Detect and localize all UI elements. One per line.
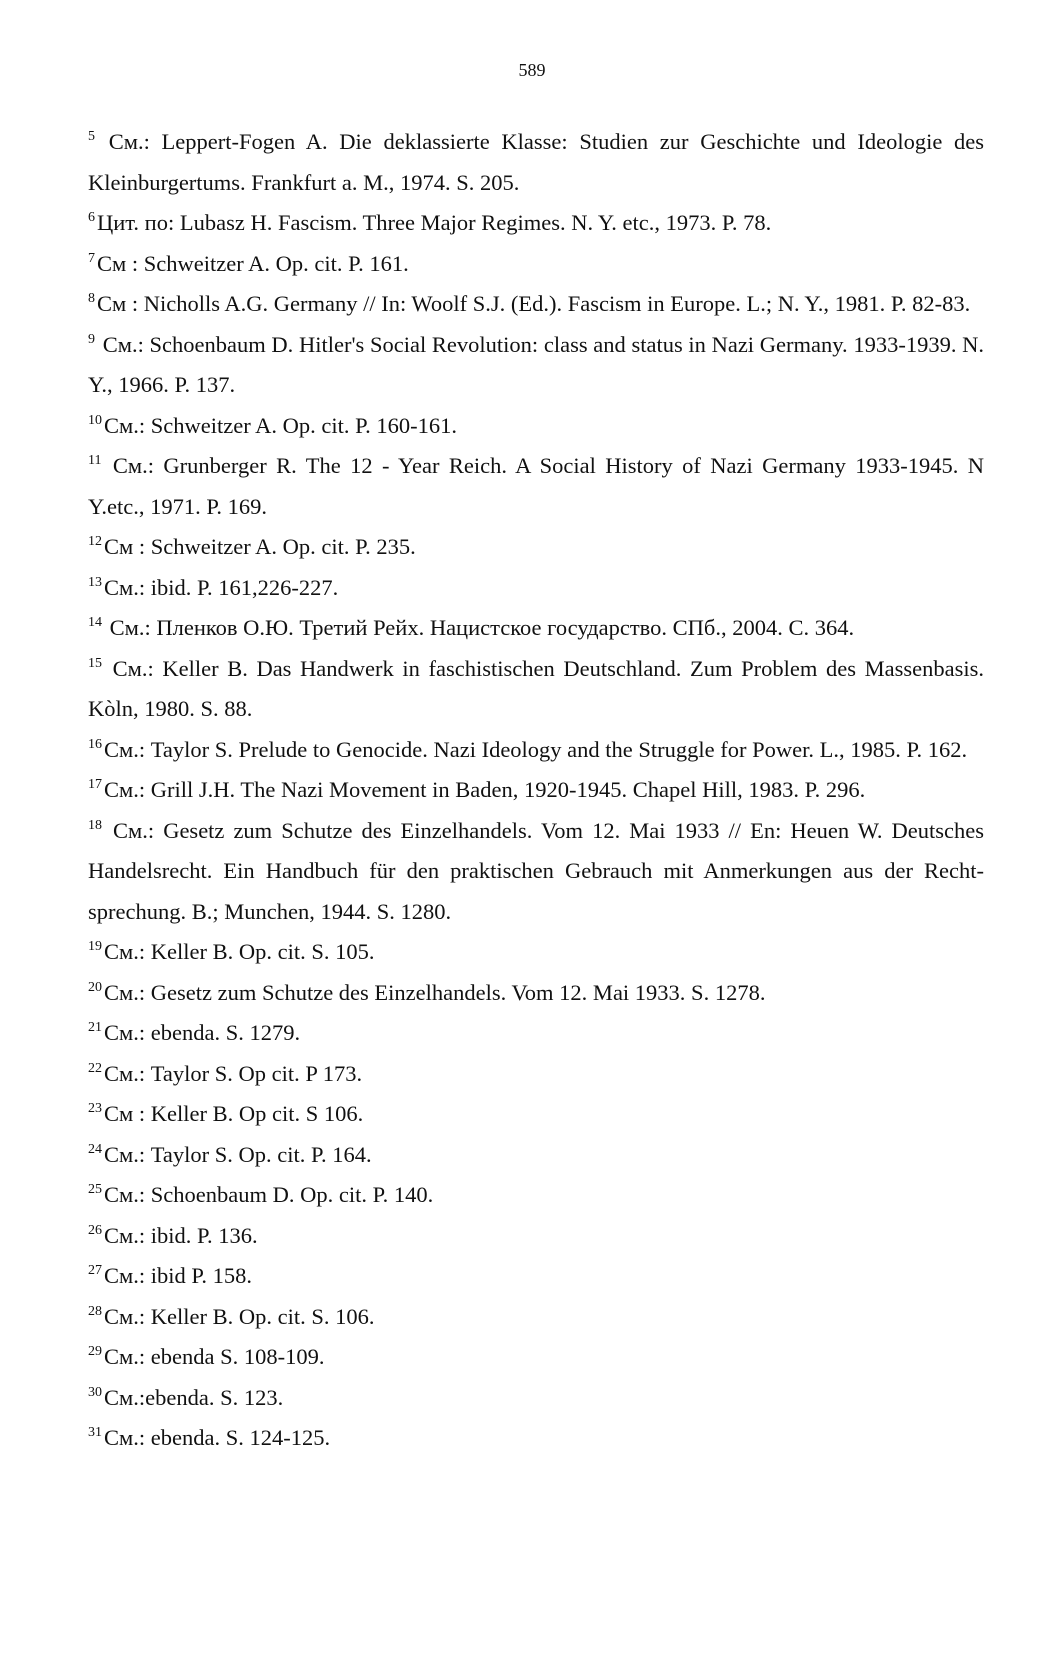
footnote-number: 11 (88, 453, 102, 468)
footnote-28 (88, 1297, 984, 1338)
footnote-text: См.: Taylor S. Op cit. P 173. (104, 1060, 363, 1086)
footnote-21 (88, 1013, 984, 1054)
footnote-text: См.: Taylor S. Op. cit. P. 164. (104, 1141, 372, 1167)
footnote-number: 12 (88, 534, 102, 549)
footnote-number: 20 (88, 979, 102, 995)
footnote-17 (88, 770, 984, 811)
footnote-text: См.: ebenda S. 108-109. (104, 1344, 325, 1369)
footnote-23 (88, 1094, 984, 1135)
footnote-number: 22 (88, 1060, 102, 1076)
footnote-number: 5 (88, 129, 95, 144)
footnote-text: См.: Taylor S. Prelude to Genocide. Nazi Ideology and the Struggle for Power. L., 1985. P. 162. (104, 736, 968, 762)
footnote-9 (88, 325, 984, 406)
footnote-number: 30 (88, 1384, 102, 1400)
footnote-text: См.: Schoenbaum D. Op. cit. P. 140. (104, 1182, 434, 1207)
footnote-25 (88, 1175, 984, 1216)
footnote-number: 26 (88, 1222, 102, 1238)
footnote-14 (88, 608, 984, 649)
footnote-number: 27 (88, 1263, 102, 1278)
footnote-8 (88, 284, 984, 325)
footnote-text: См.: Keller B. Op. cit. S. 106. (104, 1303, 375, 1329)
footnote-number: 17 (88, 777, 102, 792)
footnote-15 (88, 649, 984, 730)
footnote-text: См.: Grunberger R. The 12 - Year Reich. A Social History of Nazi Germany 1933-1945. N Y.etc., 1971. P. 169. (88, 453, 985, 519)
footnote-text: См.: ibid. P. 161,226-227. (104, 574, 339, 600)
footnote-text: См.: Leppert-Fogen A. Die deklassierte Klasse: Studien zur Geschichte und Ideologie des Kleinburgertums. Frankfurt a. M., 1974. S. 205. (88, 129, 984, 195)
footnote-13 (88, 568, 984, 609)
footnote-number: 29 (88, 1344, 102, 1359)
footnote-number: 23 (88, 1101, 102, 1116)
footnote-text: См.: Gesetz zum Schutze des Einzelhandels. Vom 12. Mai 1933 // En: Heuen W. Deutsches Handelsrecht. Ein Handbuch für den praktischen Gebrauch mit Anmerkungen aus der Recht-sprechung. B.; Munchen, 1944. S. 1280. (88, 817, 985, 924)
footnote-text: См.:ebenda. S. 123. (104, 1384, 284, 1410)
footnote-number: 28 (88, 1303, 102, 1319)
footnote-30 (88, 1378, 984, 1419)
footnote-7 (88, 244, 984, 285)
footnote-text: См.: Gesetz zum Schutze des Einzelhandels. Vom 12. Mai 1933. S. 1278. (104, 979, 766, 1005)
footnote-text: См.: Grill J.H. The Nazi Movement in Baden, 1920-1945. Chapel Hill, 1983. P. 296. (104, 777, 866, 802)
footnote-6 (88, 203, 984, 244)
footnote-19 (88, 932, 984, 973)
footnote-text: См : Schweitzer A. Op. cit. P. 235. (104, 534, 416, 559)
footnote-number: 16 (88, 736, 102, 752)
footnote-text: См.: Schweitzer A. Op. cit. P. 160-161. (104, 412, 457, 438)
footnote-5 (88, 122, 984, 203)
footnote-number: 13 (88, 574, 102, 590)
footnote-18 (88, 811, 984, 933)
page-number: 589 (518, 60, 546, 80)
footnote-26 (88, 1216, 984, 1257)
footnote-27 (88, 1256, 984, 1297)
footnote-text: См : Nicholls A.G. Germany // In: Woolf S.J. (Ed.). Fascism in Europe. L.; N. Y., 1981. P. 82-83. (97, 291, 971, 316)
footnote-number: 6 (88, 210, 95, 225)
footnote-10 (88, 406, 984, 447)
footnote-number: 19 (88, 939, 102, 954)
footnote-number: 7 (88, 250, 95, 266)
footnote-number: 14 (88, 615, 102, 630)
footnote-text: См : Schweitzer A. Op. cit. P. 161. (97, 250, 409, 276)
footnote-text: См.: Schoenbaum D. Hitler's Social Revolution: class and status in Nazi Germany. 1933-1939. N. Y., 1966. P. 137. (88, 331, 985, 397)
footnote-text: См.: ibid P. 158. (104, 1263, 253, 1288)
footnote-number: 9 (88, 331, 95, 347)
footnote-text: Цит. по: Lubasz H. Fascism. Three Major Regimes. N. Y. etc., 1973. P. 78. (97, 210, 772, 235)
footnote-text: См.: ebenda. S. 124-125. (104, 1425, 331, 1450)
footnote-number: 31 (88, 1425, 102, 1440)
footnote-text: См.: ibid. P. 136. (104, 1222, 258, 1248)
footnote-number: 15 (88, 655, 102, 671)
footnote-11 (88, 446, 984, 527)
footnote-12 (88, 527, 984, 568)
footnotes-list (88, 122, 984, 1459)
footnote-number: 18 (88, 817, 102, 833)
footnote-22 (88, 1054, 984, 1095)
footnote-16 (88, 730, 984, 771)
footnote-number: 24 (88, 1141, 102, 1157)
footnote-text: См.: Keller B. Das Handwerk in faschistischen Deutschland. Zum Problem des Massenbasis. Kòln, 1980. S. 88. (88, 655, 984, 721)
footnote-text: См.: Keller B. Op. cit. S. 105. (104, 939, 375, 964)
footnote-number: 10 (88, 412, 102, 428)
footnote-20 (88, 973, 984, 1014)
footnote-text: См : Keller B. Op cit. S 106. (104, 1101, 364, 1126)
footnote-text: См.: Пленков О.Ю. Третий Рейх. Нацистское государство. СПб., 2004. С. 364. (109, 615, 855, 640)
footnote-text: См.: ebenda. S. 1279. (104, 1020, 301, 1045)
footnote-number: 8 (88, 291, 95, 306)
footnote-31 (88, 1418, 984, 1459)
footnote-24 (88, 1135, 984, 1176)
footnote-number: 21 (88, 1020, 102, 1035)
footnote-number: 25 (88, 1182, 102, 1197)
footnote-29 (88, 1337, 984, 1378)
